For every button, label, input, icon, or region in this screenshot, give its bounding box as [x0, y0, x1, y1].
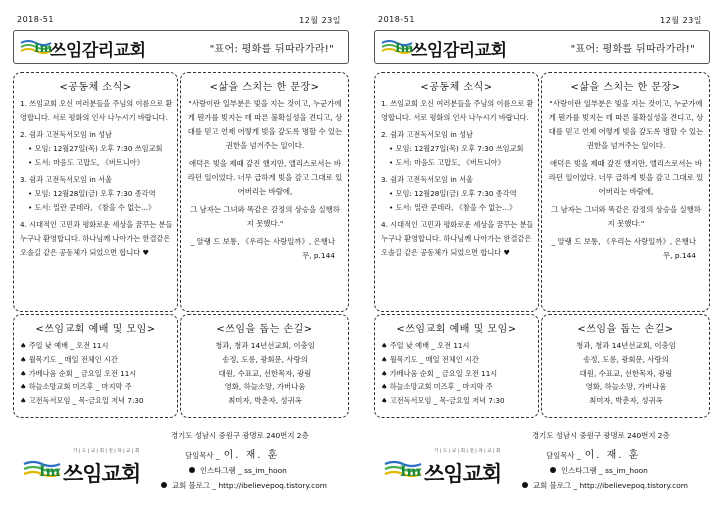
pastor-line — [185, 446, 279, 461]
worship-item: ♠ 하늘소망교회 미즈후 _ 마지막 주 — [20, 382, 132, 392]
community-news-box — [374, 72, 539, 312]
news-item-text: 2. 쉼과 고전독서모임 in 성남 — [20, 130, 112, 139]
helpers-line: 최미자, 박춘자, 성귀옥 — [228, 396, 302, 406]
slogan: "표어: 평화를 뒤따라가라!" — [570, 44, 695, 55]
helpers-title: <쓰임을 돕는 손길> — [577, 324, 674, 335]
worship-title: <쓰임교회 예배 및 모임> — [35, 324, 156, 335]
footer-logo — [23, 448, 163, 488]
bullet-icon — [550, 467, 556, 473]
phrase-paragraph: 애덕은 빚을 제때 갚진 했지만, 앨리스로서는 바라던 일이었다. 너무 급하게 빚을 갚고 그대로 있어버리는 바람에, — [548, 159, 704, 196]
news-item-detail: • 모임: 12월28일(금) 오후 7:30 종각역 — [389, 189, 517, 198]
footer-church-name: 쓰임교회 — [63, 462, 141, 486]
phrase-paragraph: "사랑이란 일부분은 빛을 지는 것이고, 누군가에게 뭔가를 빚지는 데 따른 불확실성을 견디고, 상대를 믿고 언제 어떻게 빚을 갚도록 명할 수 있는 권한을 넘겨주는 일이다. — [548, 99, 704, 150]
phrase-title: <삶을 스치는 한 문장> — [570, 82, 681, 93]
news-item-3 — [20, 173, 174, 215]
church-logo — [381, 35, 531, 59]
pastor-line — [546, 446, 640, 461]
phrase-text — [187, 97, 343, 267]
footer-church-name: 쓰임교회 — [424, 462, 502, 486]
instagram-line — [550, 465, 648, 476]
church-name: 쓰임감리교회 — [50, 41, 146, 61]
helpers-line: 최미자, 박춘자, 성귀옥 — [589, 396, 663, 406]
issue-meta — [370, 15, 716, 27]
news-item-text: 1. 쓰임교회 오신 여러분들을 주님의 이름으로 환영합니다. 서로 평화의 인사 나누시기 바랍니다. — [381, 99, 534, 122]
worship-item: ♠ 하늘소망교회 미즈후 _ 마지막 주 — [381, 382, 493, 392]
issue-number: 2018-51 — [17, 15, 54, 24]
news-item-detail: • 도서: 마음도 고맙도, 《버트니아》 — [28, 158, 144, 167]
phrase-source: _ 알랭 드 보통, 《우리는 사랑일까》, 은행나무, p.144 — [551, 237, 696, 260]
blog-text: 교회 블로그 _ http://ibelievepoq.tistory.com — [533, 481, 688, 490]
instagram-text: 인스타그램 _ ss_im_hoon — [561, 466, 648, 475]
news-item-text: 1. 쓰임교회 오신 여러분들을 주님의 이름으로 환영합니다. 서로 평화의 인사 나누시기 바랍니다. — [20, 99, 173, 122]
helpers-line: 송정, 도롱, 광회문, 사랑의 — [583, 354, 669, 364]
news-item-4 — [381, 218, 535, 260]
phrase-paragraph: 그 남자는 그녀와 똑같은 감정의 상승을 실행하지 못했다." — [190, 205, 340, 228]
pastor-name: 이. 재. 훈 — [223, 450, 280, 461]
news-item-detail: • 모임: 12월27일(목) 오후 7:30 쓰임교회 — [389, 144, 524, 153]
church-address: 경기도 성남시 중원구 광명로 240번지 2층 — [171, 431, 309, 440]
worship-item: ♠ 월목기도 _ 매일 전체인 시간 — [20, 354, 118, 364]
worship-item: ♠ 주일 낮 예배 _ 오전 11시 — [381, 341, 470, 350]
footer-logo-prefix: Im — [400, 464, 422, 480]
news-item-detail: • 모임: 12월27일(목) 오후 7:30 쓰임교회 — [28, 144, 163, 153]
phrase-title: <삶을 스치는 한 문장> — [209, 82, 320, 93]
helpers-line: 대원, 수표교, 선한목자, 광림 — [579, 368, 673, 378]
worship-list — [20, 339, 174, 408]
worship-title: <쓰임교회 예배 및 모임> — [396, 324, 517, 335]
pastor-name: 이. 재. 훈 — [584, 450, 641, 461]
worship-box — [13, 314, 178, 418]
footer-tagline: 기|도|교|회|전|파|교|회 — [73, 449, 141, 454]
community-news-title: <공동체 소식> — [59, 82, 132, 93]
bulletin-page-left — [9, 0, 355, 509]
pastor-label: 담임목사 _ — [185, 451, 220, 460]
news-item-text: 4. 시대적인 고민과 평화로운 세상을 꿈꾸는 분들 누구나 환영합니다. 하나님께 나아가는 한결같은 오솔길 같은 공동체가 되었으면 합니다 ♥ — [20, 220, 173, 257]
worship-item: ♠ 고전독서모임 _ 목-금요일 저녁 7:30 — [20, 396, 144, 406]
worship-list — [381, 339, 535, 408]
helpers-line: 영화, 하늘소망, 가버나움 — [224, 382, 306, 392]
news-item-1 — [20, 97, 174, 125]
helpers-title: <쓰임을 돕는 손길> — [216, 324, 313, 335]
header-box — [374, 30, 710, 64]
footer-logo — [384, 448, 524, 488]
news-item-detail: • 모임: 12월28일(금) 오후 7:30 종각역 — [28, 189, 156, 198]
phrase-paragraph: "사랑이란 일부분은 빛을 지는 것이고, 누군가에게 뭔가를 빚지는 데 따른 불확실성을 견디고, 상대를 믿고 언제 어떻게 빚을 갚도록 명할 수 있는 권한을 넘겨주는 일이다. — [187, 99, 343, 150]
news-item-detail: • 도서: 마음도 고맙도, 《버트니아》 — [389, 158, 505, 167]
footer — [370, 420, 716, 508]
helpers-line: 청과, 청과 14년선교회, 이충임 — [215, 341, 315, 350]
news-item-3 — [381, 173, 535, 215]
church-logo — [20, 35, 170, 59]
logo-prefix: Im — [34, 41, 53, 55]
bullet-icon — [161, 482, 167, 488]
issue-number: 2018-51 — [378, 15, 415, 24]
helpers-box — [180, 314, 349, 418]
community-news-title: <공동체 소식> — [420, 82, 493, 93]
helpers-list — [548, 339, 704, 408]
worship-item: ♠ 고전독서모임 _ 목-금요일 저녁 7:30 — [381, 396, 505, 406]
instagram-line — [189, 465, 287, 476]
helpers-list — [187, 339, 343, 408]
footer — [9, 420, 355, 508]
helpers-line: 영화, 하늘소망, 가버나움 — [585, 382, 667, 392]
news-item-detail: • 도서: 밀란 쿤데라, 《참을 수 없는...》 — [389, 203, 517, 212]
issue-date: 12월 23일 — [299, 16, 341, 25]
issue-meta — [9, 15, 355, 27]
news-item-2 — [20, 128, 174, 170]
church-name: 쓰임감리교회 — [411, 41, 507, 61]
worship-item: ♠ 가베나움 순회 _ 금요일 오전 11시 — [381, 368, 498, 378]
phrase-box — [541, 72, 710, 312]
slogan: "표어: 평화를 뒤따라가라!" — [209, 44, 334, 55]
news-item-2 — [381, 128, 535, 170]
instagram-text: 인스타그램 _ ss_im_hoon — [200, 466, 287, 475]
news-item-text: 3. 쉼과 고전독서모임 in 서울 — [381, 175, 473, 184]
blog-text: 교회 블로그 _ http://ibelievepoq.tistory.com — [172, 481, 327, 490]
community-news-list — [381, 97, 535, 263]
bullet-icon — [522, 482, 528, 488]
phrase-paragraph: 그 남자는 그녀와 똑같은 감정의 상승을 실행하지 못했다." — [551, 205, 701, 228]
phrase-paragraph: 애덕은 빚을 제때 갚진 했지만, 앨리스로서는 바라던 일이었다. 너무 급하게 빚을 갚고 그대로 있어버리는 바람에, — [187, 159, 343, 196]
helpers-line: 대원, 수표교, 선한목자, 광림 — [218, 368, 312, 378]
church-address: 경기도 성남시 중원구 광명로 240번지 2층 — [532, 431, 670, 440]
blog-line — [522, 480, 688, 491]
pastor-label: 담임목사 _ — [546, 451, 581, 460]
worship-box — [374, 314, 539, 418]
footer-logo-prefix: Im — [39, 464, 61, 480]
news-item-text: 4. 시대적인 고민과 평화로운 세상을 꿈꾸는 분들 누구나 환영합니다. 하나님께 나아가는 한결같은 오솔길 같은 공동체가 되었으면 합니다 ♥ — [381, 220, 534, 257]
phrase-source: _ 알랭 드 보통, 《우리는 사랑일까》, 은행나무, p.144 — [190, 237, 335, 260]
header-box — [13, 30, 349, 64]
logo-prefix: Im — [395, 41, 414, 55]
helpers-line: 청과, 청과 14년선교회, 이충임 — [576, 341, 676, 350]
community-news-list — [20, 97, 174, 263]
bulletin-page-right — [370, 0, 716, 509]
phrase-text — [548, 97, 704, 267]
footer-tagline: 기|도|교|회|전|파|교|회 — [434, 449, 502, 454]
community-news-box — [13, 72, 178, 312]
helpers-line: 송정, 도롱, 광회문, 사랑의 — [222, 354, 308, 364]
worship-item: ♠ 주일 낮 예배 _ 오전 11시 — [20, 341, 109, 350]
blog-line — [161, 480, 327, 491]
phrase-box — [180, 72, 349, 312]
issue-date: 12월 23일 — [660, 16, 702, 25]
worship-item: ♠ 월목기도 _ 매일 전체인 시간 — [381, 354, 479, 364]
helpers-box — [541, 314, 710, 418]
news-item-4 — [20, 218, 174, 260]
news-item-1 — [381, 97, 535, 125]
news-item-detail: • 도서: 밀란 쿤데라, 《참을 수 없는...》 — [28, 203, 156, 212]
news-item-text: 2. 쉼과 고전독서모임 in 성남 — [381, 130, 473, 139]
news-item-text: 3. 쉼과 고전독서모임 in 서울 — [20, 175, 112, 184]
worship-item: ♠ 가베나움 순회 _ 금요일 오전 11시 — [20, 368, 137, 378]
bullet-icon — [189, 467, 195, 473]
